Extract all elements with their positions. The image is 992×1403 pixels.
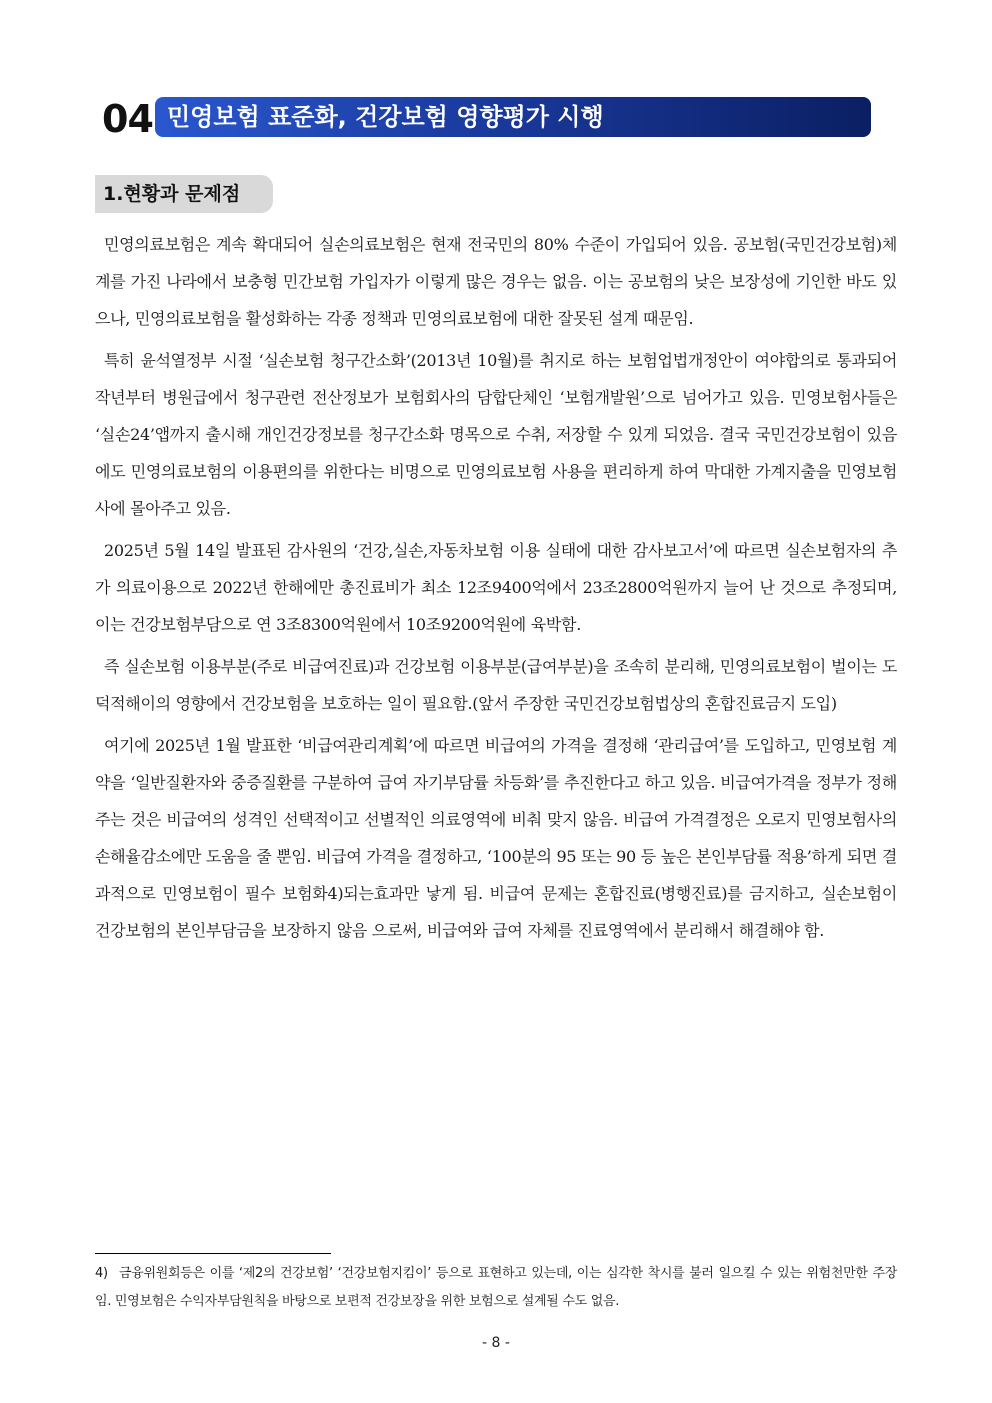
footnote — [95, 1260, 897, 1316]
section-heading-text: 1.현황과 문제점 — [103, 183, 241, 205]
body-text — [95, 226, 897, 954]
paragraph-5: 여기에 2025년 1월 발표한 ‘비급여관리계획’에 따르면 비급여의 가격을 결정해 ‘관리급여’를 도입하고, 민영보험 계약을 ‘일반질환자와 중증질환를 구분하여 급여 자기부담률 차등화’를 추진한다고 하고 있음. 비급여가격을 정부가 정해주는 것은 비급여의 성격인 선택적이고 선별적인 의료영역에 비춰 맞지 않음. 비급여 가격결정은 오로지 민영보험사의 손해율감소에만 도움을 줄 뿐임. 비급여 가격을 결정하고, ‘100분의 95 또는 90 등 높은 본인부담률 적용’하게 되면 결과적으로 민영보험이 필수 보험화4)되는효과만 낳게 됨. 비급여 문제는 혼합진료(병행진료)를 금지하고, 실손보험이 건강보험의 본인부담금을 보장하지 않음 으로써, 비급여와 급여 자체를 진료영역에서 분리해서 해결해야 함. — [95, 736, 897, 940]
footnote-marker: 4) — [95, 1266, 108, 1281]
paragraph-3: 2025년 5월 14일 발표된 감사원의 ‘건강,실손,자동차보험 이용 실태에 대한 감사보고서’에 따르면 실손보험자의 추가 의료이용으로 2022년 한해에만 총진료비가 최소 12조9400억에서 23조2800억원까지 늘어 난 것으로 추정되며, 이는 건강보험부담으로 연 3조8300억원에서 10조9200억원에 육박함. — [95, 541, 897, 634]
chapter-title: 민영보험 표준화, 건강보험 영향평가 시행 — [167, 103, 604, 131]
footnote-divider — [95, 1253, 331, 1254]
footnote-text: 금융위원회등은 이를 ‘제2의 건강보험’ ‘건강보험지킴이’ 등으로 표현하고 있는데, 이는 심각한 착시를 불러 일으킬 수 있는 위험천만한 주장임. 민영보험은 수익자부담원칙을 바탕으로 보편적 건강보장을 위한 보험으로 설계될 수도 없음. — [95, 1266, 897, 1309]
paragraph-2: 특히 윤석열정부 시절 ‘실손보험 청구간소화’(2013년 10월)를 취지로 하는 보험업법개정안이 여야합의로 통과되어 작년부터 병원급에서 청구관련 전산정보가 보험회사의 담합단체인 ‘보험개발원’으로 넘어가고 있음. 민영보험사들은 ‘실손24’앱까지 출시해 개인건강정보를 청구간소화 명목으로 수취, 저장할 수 있게 되었음. 결국 국민건강보험이 있음에도 민영의료보험의 이용편의를 위한다는 비명으로 민영의료보험 사용을 편리하게 하여 막대한 가계지출을 민영보험사에 몰아주고 있음. — [95, 351, 897, 518]
page-number: - 8 - — [482, 1335, 510, 1351]
chapter-header — [97, 97, 873, 141]
paragraph-1: 민영의료보험은 계속 확대되어 실손의료보험은 현재 전국민의 80% 수준이 가입되어 있음. 공보험(국민건강보험)체계를 가진 나라에서 보충형 민간보험 가입자가 이렇게 많은 경우는 없음. 이는 공보험의 낮은 보장성에 기인한 바도 있으나, 민영의료보험을 활성화하는 각종 정책과 민영의료보험에 대한 잘못된 설계 때문임. — [95, 235, 897, 328]
section-heading — [95, 175, 273, 213]
chapter-number: 04 — [102, 97, 153, 141]
paragraph-4: 즉 실손보험 이용부분(주로 비급여진료)과 건강보험 이용부분(급여부분)을 조속히 분리해, 민영의료보험이 벌이는 도덕적해이의 영향에서 건강보험을 보호하는 일이 필요함.(앞서 주장한 국민건강보험법상의 혼합진료금지 도입) — [95, 657, 897, 713]
chapter-title-bar — [155, 97, 871, 137]
